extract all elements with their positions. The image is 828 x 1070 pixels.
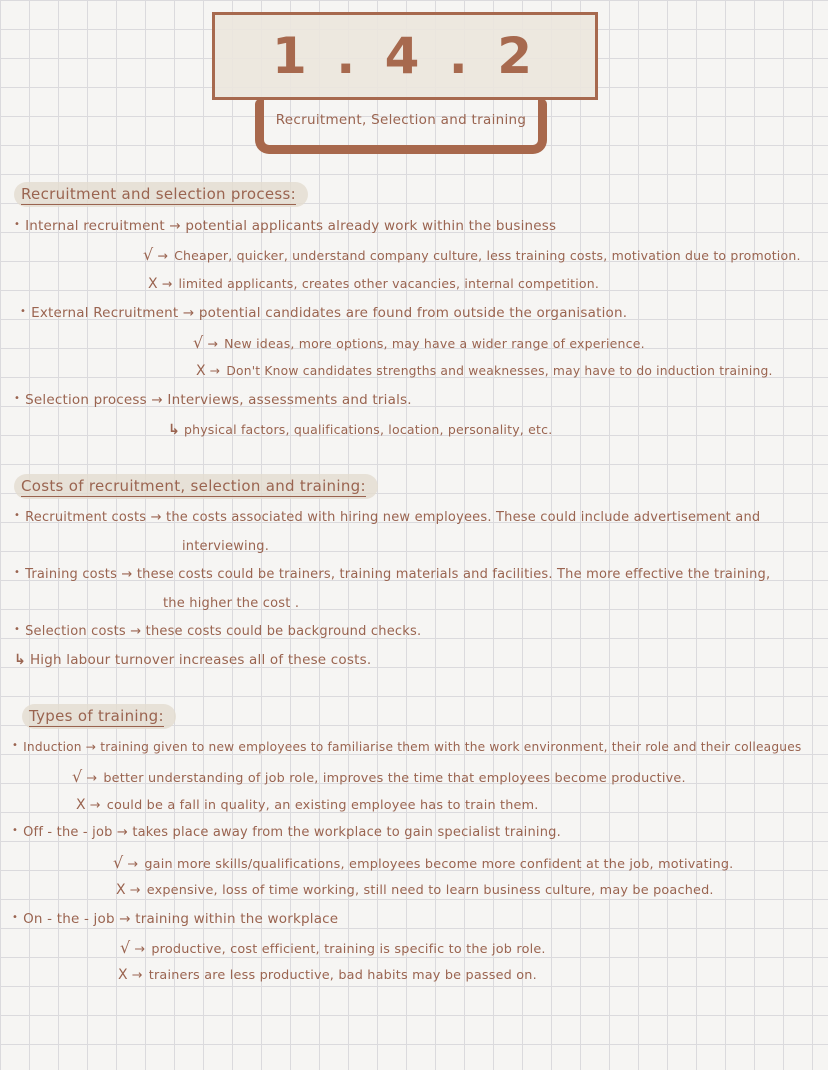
bullet-icon: • xyxy=(12,912,19,923)
cross-icon: X xyxy=(118,967,128,983)
note-line xyxy=(12,740,801,755)
line-text: Selection costs → these costs could be background checks. xyxy=(25,624,422,639)
cross-icon: X xyxy=(196,363,206,379)
bullet-icon: • xyxy=(14,510,21,521)
heading-highlight xyxy=(14,474,378,499)
arrow-icon: → xyxy=(209,364,221,378)
line-text: Cheaper, quicker, understand company culture, less training costs, motivation due to promotion. xyxy=(174,248,801,263)
check-icon: √ xyxy=(193,333,204,352)
subtitle-bracket xyxy=(255,99,547,154)
line-text: Off - the - job → takes place away from the workplace to gain specialist training. xyxy=(23,825,561,840)
arrow-icon: → xyxy=(161,276,173,291)
hook-icon: ↳ xyxy=(14,652,26,668)
note-line xyxy=(118,967,537,985)
note-line xyxy=(14,218,556,235)
hook-icon: ↳ xyxy=(168,422,180,438)
arrow-icon: → xyxy=(86,771,98,786)
line-text: Internal recruitment → potential applicants already work within the business xyxy=(25,218,557,234)
note-line xyxy=(143,245,801,265)
note-line xyxy=(14,510,760,526)
heading-text: Types of training: xyxy=(29,707,164,725)
arrow-icon: → xyxy=(89,798,101,813)
line-text: Don't Know candidates strengths and weaknesses, may have to do induction training. xyxy=(226,364,773,378)
note-line xyxy=(72,767,686,787)
arrow-icon: → xyxy=(207,336,219,351)
line-text: the higher the cost . xyxy=(163,596,300,611)
note-line xyxy=(113,853,733,873)
line-text: Induction → training given to new employees to familiarise them with the work environment, their role and their colleagues xyxy=(23,740,802,754)
note-line xyxy=(148,276,599,294)
note-line xyxy=(76,797,539,815)
line-text: could be a fall in quality, an existing employee has to train them. xyxy=(106,798,539,813)
heading-text: Recruitment and selection process: xyxy=(21,185,297,203)
heading-highlight xyxy=(14,182,308,207)
line-text: New ideas, more options, may have a wider range of experience. xyxy=(224,336,645,351)
note-line xyxy=(163,596,299,612)
bullet-icon: • xyxy=(14,624,21,635)
bullet-icon: • xyxy=(14,567,21,578)
note-line xyxy=(12,825,561,841)
section-heading xyxy=(22,707,176,725)
bullet-icon: • xyxy=(12,825,19,836)
cross-icon: X xyxy=(148,276,158,292)
bullet-icon: • xyxy=(14,393,21,404)
check-icon: √ xyxy=(143,245,154,264)
page-subtitle: Recruitment, Selection and training xyxy=(275,112,527,128)
line-text: expensive, loss of time working, still need to learn business culture, may be poached. xyxy=(146,883,714,898)
line-text: Selection process → Interviews, assessments and trials. xyxy=(25,392,412,408)
note-line xyxy=(14,567,770,583)
arrow-icon: → xyxy=(131,968,143,983)
note-line xyxy=(116,882,714,900)
check-icon: √ xyxy=(113,853,124,872)
line-text: External Recruitment → potential candidates are found from outside the organisation. xyxy=(31,305,628,321)
note-line xyxy=(20,305,627,322)
note-line xyxy=(182,539,269,555)
note-line xyxy=(14,624,421,640)
cross-icon: X xyxy=(76,797,86,813)
note-line xyxy=(12,911,338,928)
cross-icon: X xyxy=(116,882,126,898)
section-heading xyxy=(14,477,378,495)
note-line xyxy=(168,422,552,440)
arrow-icon: → xyxy=(134,942,146,957)
line-text: physical factors, qualifications, location, personality, etc. xyxy=(183,422,553,437)
section-heading xyxy=(14,185,308,203)
bullet-icon: • xyxy=(14,219,21,230)
line-text: High labour turnover increases all of these costs. xyxy=(29,652,372,668)
bullet-icon: • xyxy=(20,306,27,317)
line-text: Recruitment costs → the costs associated with hiring new employees. These could include advertisement and xyxy=(25,510,761,525)
page-title: 1 . 4 . 2 xyxy=(272,27,538,85)
note-line xyxy=(120,938,546,958)
line-text: interviewing. xyxy=(182,539,270,554)
line-text: Training costs → these costs could be trainers, training materials and facilities. The more effective the training, xyxy=(25,567,771,582)
bullet-icon: • xyxy=(12,740,19,751)
line-text: productive, cost efficient, training is specific to the job role. xyxy=(151,942,546,957)
note-line xyxy=(14,392,412,409)
note-line xyxy=(193,333,645,353)
arrow-icon: → xyxy=(127,857,139,872)
line-text: better understanding of job role, improves the time that employees become productive. xyxy=(103,771,686,786)
line-text: On - the - job → training within the workplace xyxy=(23,911,339,927)
line-text: limited applicants, creates other vacancies, internal competition. xyxy=(178,276,600,291)
line-text: gain more skills/qualifications, employees become more confident at the job, motivating. xyxy=(144,857,734,872)
heading-highlight xyxy=(22,704,176,729)
arrow-icon: → xyxy=(129,883,141,898)
title-box xyxy=(212,12,598,100)
check-icon: √ xyxy=(72,767,83,786)
check-icon: √ xyxy=(120,938,131,957)
arrow-icon: → xyxy=(157,248,169,263)
note-line xyxy=(14,652,371,670)
note-line xyxy=(196,363,773,381)
line-text: trainers are less productive, bad habits may be passed on. xyxy=(148,968,537,983)
heading-text: Costs of recruitment, selection and training: xyxy=(21,477,366,495)
